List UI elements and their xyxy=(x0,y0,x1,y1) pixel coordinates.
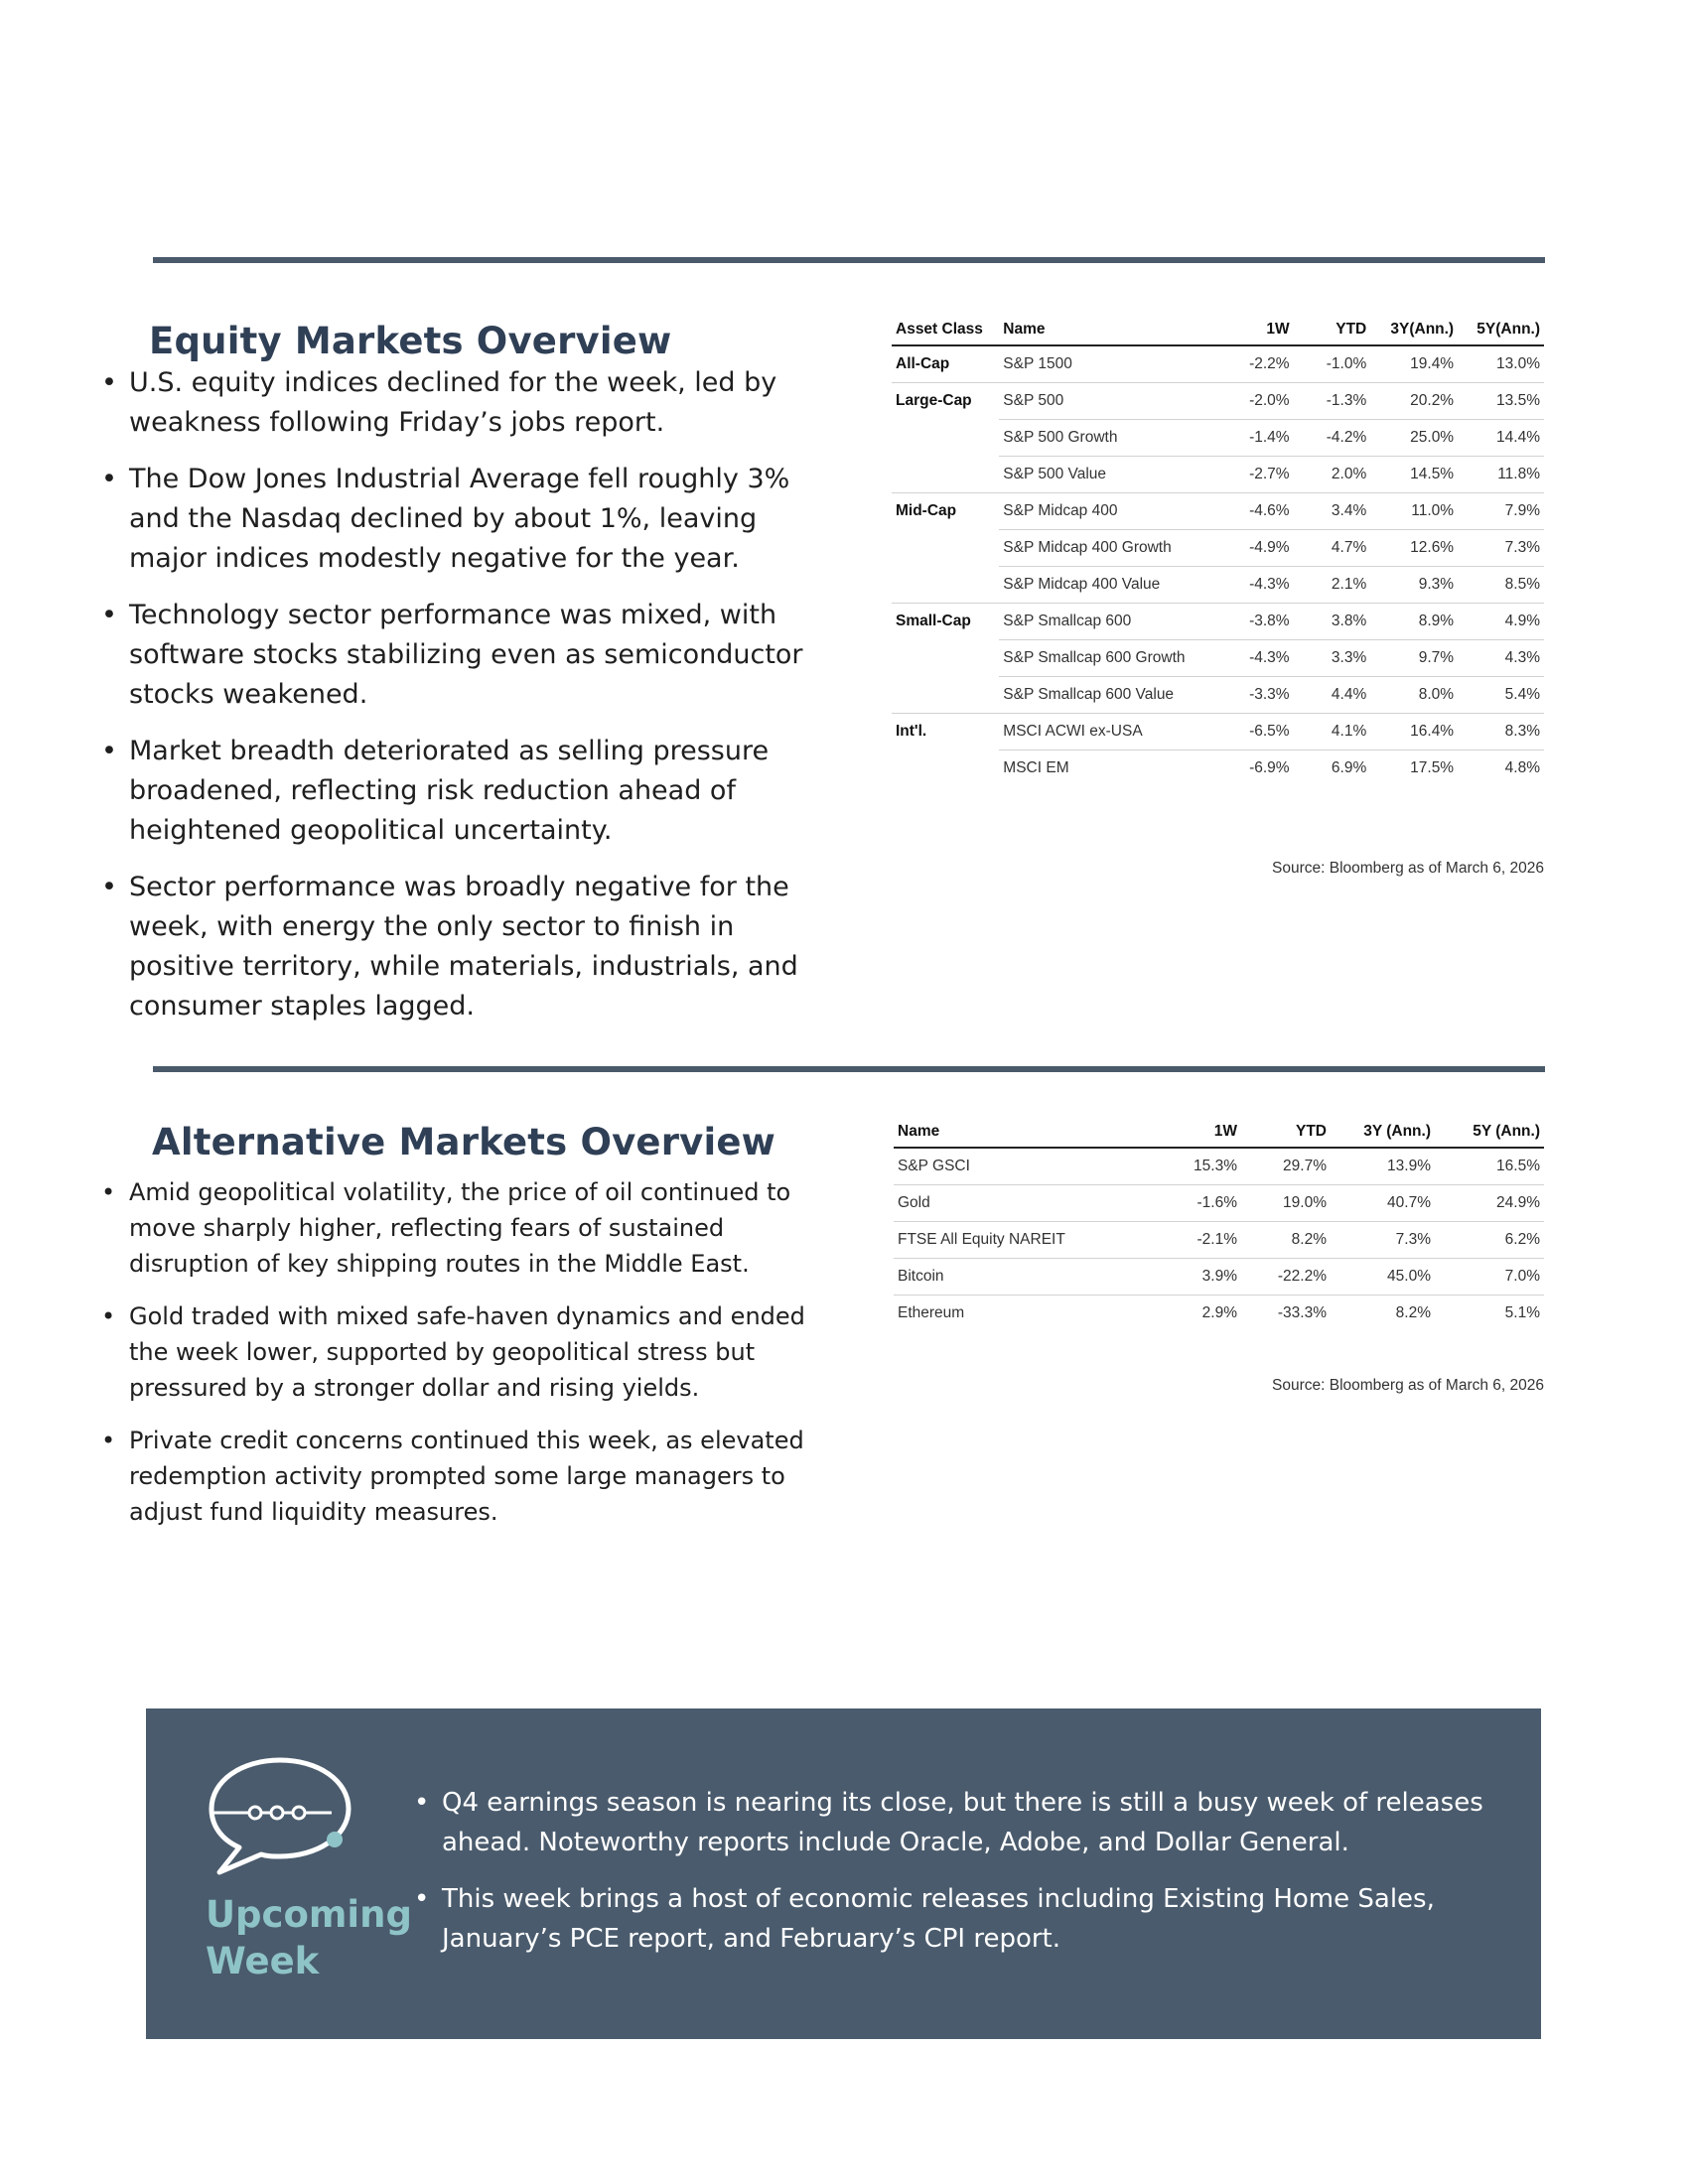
value-cell: 5.1% xyxy=(1504,1304,1540,1321)
value-cell: 7.0% xyxy=(1435,1259,1544,1296)
value-cell: 6.9% xyxy=(1331,759,1367,776)
equity-bullet: • Market breadth deteriorated as selling pressure broadened, reflecting risk reduction ahead of heightened geopolitical uncertainty. xyxy=(101,732,841,851)
value-cell: 4.9% xyxy=(1458,604,1544,640)
table-row xyxy=(894,1296,1544,1332)
alternative-source-note: Source: Bloomberg as of March 6, 2026 xyxy=(1272,1377,1544,1394)
value-cell: 4.7% xyxy=(1294,530,1371,567)
name-cell: S&P Smallcap 600 xyxy=(999,604,1201,640)
value-cell: 19.0% xyxy=(1241,1185,1331,1222)
value-cell: 5.4% xyxy=(1458,677,1544,714)
value-cell: 8.0% xyxy=(1370,677,1458,714)
value-cell: 11.8% xyxy=(1458,457,1544,493)
value-cell: 24.9% xyxy=(1435,1185,1544,1222)
top-divider xyxy=(153,257,1545,263)
table-row xyxy=(892,677,1544,714)
equity-source-note: Source: Bloomberg as of March 6, 2026 xyxy=(1272,860,1544,877)
value-cell: 8.2% xyxy=(1395,1304,1431,1321)
name-cell: FTSE All Equity NAREIT xyxy=(894,1222,1152,1259)
value-cell: 14.5% xyxy=(1370,457,1458,493)
value-cell: -6.5% xyxy=(1202,714,1294,751)
table-row xyxy=(892,604,1544,640)
name-cell: S&P 500 xyxy=(999,383,1201,420)
table-row xyxy=(892,383,1544,420)
value-cell: 4.3% xyxy=(1458,640,1544,677)
table-row xyxy=(892,345,1544,383)
table-row xyxy=(892,457,1544,493)
table-row xyxy=(892,751,1544,787)
value-cell: 20.2% xyxy=(1370,383,1458,420)
asset-class-cell xyxy=(892,677,999,714)
upcoming-bullet-list xyxy=(414,1783,1506,1976)
value-cell: 11.0% xyxy=(1370,493,1458,530)
value-cell: 7.3% xyxy=(1331,1222,1435,1259)
value-cell: 29.7% xyxy=(1241,1148,1331,1185)
alternative-performance-table xyxy=(894,1123,1544,1331)
name-cell: S&P Smallcap 600 Growth xyxy=(999,640,1201,677)
value-cell: 16.5% xyxy=(1435,1148,1544,1185)
table-row xyxy=(892,714,1544,751)
value-cell: 8.9% xyxy=(1370,604,1458,640)
value-cell: 7.9% xyxy=(1458,493,1544,530)
value-cell: -33.3% xyxy=(1277,1304,1327,1321)
name-cell: Bitcoin xyxy=(894,1259,1152,1296)
upcoming-week-panel xyxy=(146,1708,1541,2039)
value-cell: 4.1% xyxy=(1294,714,1371,751)
value-cell: 3.4% xyxy=(1294,493,1371,530)
name-cell: S&P 500 Value xyxy=(999,457,1201,493)
upcoming-week-title-text: Upcoming Week xyxy=(206,1893,412,1982)
name-cell: S&P Midcap 400 xyxy=(999,493,1201,530)
value-cell: 45.0% xyxy=(1331,1259,1435,1296)
value-cell: -4.9% xyxy=(1202,530,1294,567)
upcoming-week-title xyxy=(206,1891,412,1984)
name-cell: S&P Smallcap 600 Value xyxy=(999,677,1201,714)
value-cell: 2.9% xyxy=(1201,1304,1237,1321)
value-cell: 7.3% xyxy=(1458,530,1544,567)
value-cell: 4.4% xyxy=(1294,677,1371,714)
value-cell: 13.5% xyxy=(1458,383,1544,420)
asset-class-cell: Mid-Cap xyxy=(892,493,999,530)
equity-bullet: • U.S. equity indices declined for the week, led by weakness following Friday’s jobs report. xyxy=(101,363,841,443)
col-header-name: Name xyxy=(999,321,1201,345)
name-cell: S&P Midcap 400 Growth xyxy=(999,530,1201,567)
name-cell: S&P GSCI xyxy=(894,1148,1152,1185)
value-cell: 19.4% xyxy=(1370,345,1458,383)
upcoming-bullet: • Q4 earnings season is nearing its close, but there is still a busy week of releases ahead. Noteworthy reports include Oracle, Adobe, and Dollar General. xyxy=(414,1783,1506,1862)
table-header-row xyxy=(892,321,1544,345)
table-header-row xyxy=(894,1123,1544,1148)
table-row xyxy=(892,530,1544,567)
asset-class-cell: Small-Cap xyxy=(892,604,999,640)
table-row xyxy=(894,1148,1544,1185)
value-cell: 25.0% xyxy=(1370,420,1458,457)
value-cell: 3.3% xyxy=(1294,640,1371,677)
value-cell: -4.3% xyxy=(1202,567,1294,604)
value-cell: 8.5% xyxy=(1458,567,1544,604)
value-cell: -4.6% xyxy=(1202,493,1294,530)
value-cell: 8.2% xyxy=(1241,1222,1331,1259)
value-cell: 4.8% xyxy=(1504,759,1540,776)
table-row xyxy=(894,1222,1544,1259)
value-cell: 15.3% xyxy=(1152,1148,1241,1185)
value-cell: 12.6% xyxy=(1370,530,1458,567)
name-cell: MSCI EM xyxy=(1003,759,1069,776)
name-cell: S&P 1500 xyxy=(999,345,1201,383)
value-cell: -3.3% xyxy=(1202,677,1294,714)
value-cell: -4.2% xyxy=(1294,420,1371,457)
upcoming-bullet: • This week brings a host of economic releases including Existing Home Sales, January’s PCE report, and February’s CPI report. xyxy=(414,1879,1506,1959)
col-header-asset-class: Asset Class xyxy=(892,321,999,345)
value-cell: 13.0% xyxy=(1458,345,1544,383)
equity-bullet: • The Dow Jones Industrial Average fell roughly 3% and the Nasdaq declined by about 1%, leaving major indices modestly negative for the year. xyxy=(101,460,841,579)
value-cell: -1.0% xyxy=(1294,345,1371,383)
equity-performance-table xyxy=(892,321,1544,786)
asset-class-cell xyxy=(892,567,999,604)
asset-class-cell xyxy=(892,640,999,677)
col-header-3y: 3Y (Ann.) xyxy=(1331,1123,1435,1148)
value-cell: -2.2% xyxy=(1202,345,1294,383)
value-cell: -1.4% xyxy=(1202,420,1294,457)
value-cell: -22.2% xyxy=(1241,1259,1331,1296)
equity-bullet-list xyxy=(101,363,841,1043)
name-cell: Ethereum xyxy=(898,1304,965,1321)
col-header-ytd: YTD xyxy=(1294,321,1371,345)
asset-class-cell xyxy=(892,420,999,457)
value-cell: 2.1% xyxy=(1294,567,1371,604)
table-row xyxy=(892,640,1544,677)
name-cell: MSCI ACWI ex-USA xyxy=(999,714,1201,751)
chat-bubble-icon xyxy=(206,1756,354,1877)
col-header-5y: 5Y (Ann.) xyxy=(1435,1123,1544,1148)
value-cell: 3.8% xyxy=(1294,604,1371,640)
col-header-5y: 5Y(Ann.) xyxy=(1458,321,1544,345)
asset-class-cell xyxy=(892,530,999,567)
middle-divider xyxy=(153,1066,1545,1072)
equity-bullet: • Technology sector performance was mixed, with software stocks stabilizing even as semiconductor stocks weakened. xyxy=(101,596,841,715)
asset-class-cell: Int'l. xyxy=(892,714,999,751)
asset-class-cell xyxy=(892,751,999,787)
col-header-1w: 1W xyxy=(1152,1123,1241,1148)
name-cell: Gold xyxy=(894,1185,1152,1222)
value-cell: 9.7% xyxy=(1370,640,1458,677)
name-cell: S&P Midcap 400 Value xyxy=(999,567,1201,604)
value-cell: -3.8% xyxy=(1202,604,1294,640)
value-cell: 6.2% xyxy=(1435,1222,1544,1259)
col-header-ytd: YTD xyxy=(1241,1123,1331,1148)
value-cell: 3.9% xyxy=(1152,1259,1241,1296)
value-cell: -1.6% xyxy=(1152,1185,1241,1222)
value-cell: -2.0% xyxy=(1202,383,1294,420)
equity-section-title: Equity Markets Overview xyxy=(149,320,672,362)
value-cell: -4.3% xyxy=(1202,640,1294,677)
value-cell: -2.7% xyxy=(1202,457,1294,493)
value-cell: 13.9% xyxy=(1331,1148,1435,1185)
value-cell: 14.4% xyxy=(1458,420,1544,457)
value-cell: 2.0% xyxy=(1294,457,1371,493)
value-cell: 9.3% xyxy=(1370,567,1458,604)
col-header-name: Name xyxy=(894,1123,1152,1148)
name-cell: S&P 500 Growth xyxy=(999,420,1201,457)
value-cell: 8.3% xyxy=(1458,714,1544,751)
col-header-3y: 3Y(Ann.) xyxy=(1370,321,1458,345)
value-cell: 16.4% xyxy=(1370,714,1458,751)
value-cell: 17.5% xyxy=(1410,759,1455,776)
alternative-bullet-list xyxy=(101,1174,841,1547)
asset-class-cell: Large-Cap xyxy=(892,383,999,420)
value-cell: -6.9% xyxy=(1249,759,1290,776)
table-row xyxy=(892,493,1544,530)
value-cell: -1.3% xyxy=(1294,383,1371,420)
equity-bullet: • Sector performance was broadly negative for the week, with energy the only sector to finish in positive territory, while materials, industrials, and consumer staples lagged. xyxy=(101,868,841,1026)
alternative-section-title: Alternative Markets Overview xyxy=(152,1121,776,1163)
table-row xyxy=(894,1185,1544,1222)
value-cell: -2.1% xyxy=(1152,1222,1241,1259)
col-header-1w: 1W xyxy=(1202,321,1294,345)
asset-class-cell: All-Cap xyxy=(896,355,950,372)
table-row xyxy=(892,567,1544,604)
alternative-bullet: • Amid geopolitical volatility, the price of oil continued to move sharply higher, reflecting fears of sustained disruption of key shipping routes in the Middle East. xyxy=(101,1174,841,1282)
alternative-bullet: • Private credit concerns continued this week, as elevated redemption activity prompted some large managers to adjust fund liquidity measures. xyxy=(101,1423,841,1530)
alternative-bullet: • Gold traded with mixed safe-haven dynamics and ended the week lower, supported by geopolitical stress but pressured by a stronger dollar and rising yields. xyxy=(101,1298,841,1406)
value-cell: 40.7% xyxy=(1331,1185,1435,1222)
table-row xyxy=(892,420,1544,457)
table-row xyxy=(894,1259,1544,1296)
asset-class-cell xyxy=(892,457,999,493)
